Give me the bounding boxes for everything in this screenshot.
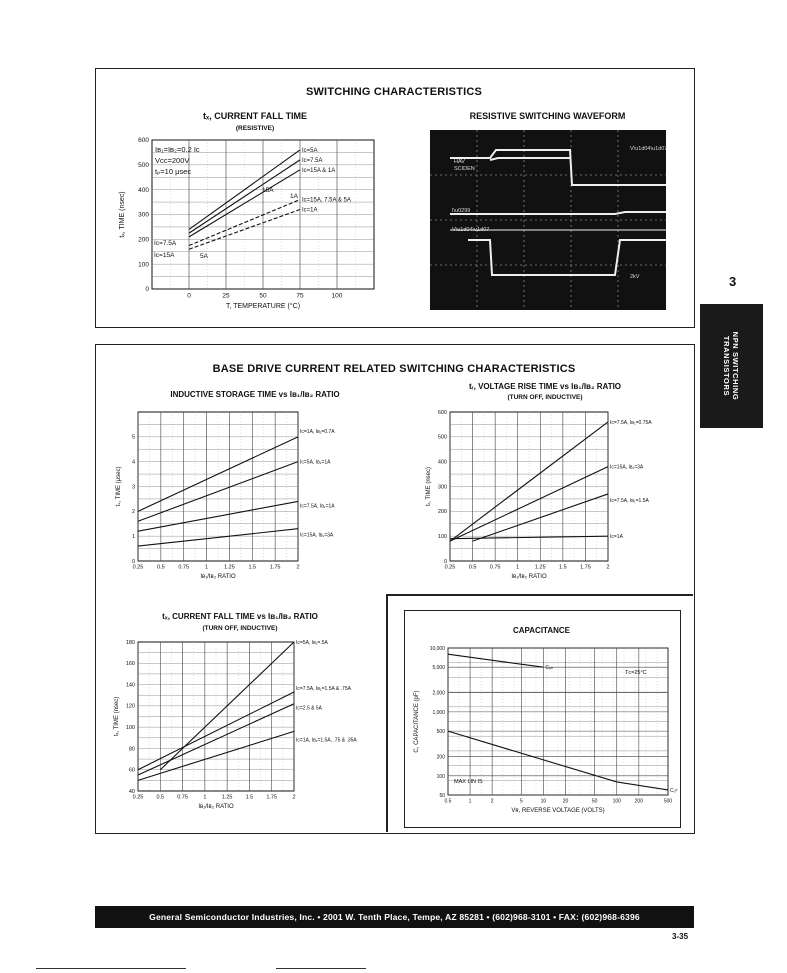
x-axis-label: Iʙ₁/Iʙ₂ RATIO [200, 574, 236, 580]
y-tick-label: 500 [138, 162, 149, 169]
series-label: Iᴄ=7.5A, Iʙ₁=1.5A & .75A [296, 686, 351, 693]
x-tick-label: 10 [540, 798, 547, 805]
y-tick-label: 10,000 [429, 646, 445, 652]
y-tick-label: 1,000 [432, 709, 445, 716]
y-tick-label: 5,000 [432, 665, 445, 672]
x-tick-label: 1.5 [248, 564, 257, 571]
y-tick-label: 500 [436, 729, 445, 736]
footer-contact-bar: General Semiconductor Industries, Inc. • 2001 W. Tenth Place, Tempe, AZ 85281 • (602)968-3101 • FAX: (602)968-6396 [95, 906, 694, 928]
x-tick-label: 0.75 [489, 564, 501, 571]
x-tick-label: 1 [516, 564, 520, 571]
y-tick-label: 0 [145, 286, 149, 294]
x-tick-label: 2 [490, 798, 494, 805]
series-line [138, 529, 298, 546]
y-tick-label: 50 [439, 793, 445, 799]
x-tick-label: 1.75 [269, 564, 281, 571]
x-tick-label: 0.75 [177, 794, 188, 801]
y-tick-label: 600 [437, 409, 447, 416]
x-tick-label: 500 [663, 798, 673, 805]
svg-text:SCIDEN: SCIDEN [454, 166, 475, 172]
y-tick-label: 2 [131, 509, 135, 516]
fall-time-ratio-title: tₓ, CURRENT FALL TIME vs Iʙ₁/Iʙ₂ RATIO [162, 612, 318, 621]
section-number: 3 [729, 274, 737, 289]
bottom-rule-left [36, 968, 186, 969]
rise-time-chart [420, 404, 670, 586]
cap-box-divider-vertical [386, 594, 388, 832]
switching-characteristics-title: SWITCHING CHARACTERISTICS [305, 86, 483, 98]
x-tick-label: 100 [331, 292, 343, 300]
y-tick-label: 80 [128, 746, 135, 753]
x-axis-label: Vʀ, REVERSE VOLTAGE (VOLTS) [511, 808, 605, 814]
annotation-text: MAX LIN IS [454, 779, 483, 785]
annotation-text: 1A [290, 193, 298, 200]
x-axis-label: T, TEMPERATURE (°C) [225, 303, 301, 310]
y-axis-label: tₛ, TIME (μsec) [116, 466, 122, 507]
bottom-rule-right [276, 968, 366, 969]
x-tick-label: 20 [562, 798, 569, 805]
series-label: Iᴄ=5A [302, 147, 318, 154]
y-tick-label: 3 [131, 484, 135, 491]
fall-time-ratio-chart [112, 634, 357, 816]
condition-text: Vᴄᴄ=200V [155, 156, 190, 165]
section-tab-line1: NPN SWITCHING [731, 331, 740, 401]
x-tick-label: 1.5 [245, 794, 254, 801]
cap-box-divider [386, 594, 693, 596]
y-tick-label: 60 [128, 767, 135, 774]
x-tick-label: 1.75 [580, 564, 591, 571]
y-tick-label: 180 [125, 639, 135, 646]
series-label: Iᴄ=2.5 & 5A [296, 705, 322, 712]
x-tick-label: 1.75 [266, 794, 278, 801]
y-tick-label: 0 [131, 558, 135, 565]
series-label: Iᴄ=1A, Iʙ₁=0.7A [300, 428, 335, 435]
annotation-text: Iᴄ=15A [154, 252, 175, 259]
section-tab-label [722, 332, 740, 401]
series-label: Iᴄ=7.5A [302, 157, 323, 164]
storage-time-chart [112, 404, 335, 586]
storage-time-title: INDUCTIVE STORAGE TIME vs Iʙ₁/Iʙ₂ RATIO [170, 390, 340, 399]
y-axis-label: tₓ, TIME (nsec) [119, 191, 126, 238]
y-tick-label: 100 [138, 261, 149, 269]
fall-time-chart-title: tₓ, CURRENT FALL TIME [202, 111, 308, 121]
y-tick-label: 500 [437, 434, 447, 441]
y-tick-label: 40 [128, 788, 135, 795]
y-tick-label: 400 [437, 459, 447, 466]
capacitance-title: CAPACITANCE [512, 626, 571, 635]
y-axis-label: C, CAPACITANCE (pF) [414, 690, 420, 753]
condition-text: Iʙ₁=Iʙ₂=0.2 Iᴄ [155, 145, 200, 154]
series-label: Iᴄ=15A & 1A [302, 167, 336, 174]
svg-text:HAV: HAV [454, 159, 465, 165]
y-tick-label: 300 [437, 484, 447, 491]
series-label: Cₑₙ [545, 665, 553, 672]
fall-time-chart-subtitle: (RESISTIVE) [235, 125, 275, 132]
rise-time-title: tᵣ, VOLTAGE RISE TIME vs Iʙ₁/Iʙ₂ RATIO [468, 382, 622, 391]
x-tick-label: 1.25 [224, 564, 235, 571]
series-label: Iᴄ=7.5A, Iʙ₁=0.75A [610, 419, 652, 426]
section-tab-line2: TRANSISTORS [722, 335, 731, 397]
page-number: 3-35 [672, 932, 689, 941]
svg-text:I\u0299: I\u0299 [452, 208, 471, 214]
x-tick-label: 75 [296, 292, 304, 300]
x-tick-label: 2 [606, 564, 610, 571]
y-tick-label: 200 [436, 754, 445, 761]
x-tick-label: 0.5 [468, 564, 477, 571]
y-tick-label: 100 [125, 724, 135, 731]
x-tick-label: 0.5 [444, 798, 452, 805]
series-label: Iᴄ=1A, Iʙ₁=1.5A, .75 & .35A [296, 737, 357, 744]
y-axis-label: tᵣ, TIME (nsec) [426, 467, 432, 506]
annotation-text: 15A [262, 187, 274, 194]
series-label: Cₒᵇ [670, 787, 678, 794]
y-tick-label: 120 [125, 703, 135, 710]
y-tick-label: 200 [138, 236, 149, 244]
annotation-text: 5A [200, 253, 208, 260]
y-tick-label: 1 [131, 534, 135, 540]
x-tick-label: 1.25 [221, 794, 233, 801]
y-tick-label: 4 [131, 459, 135, 466]
series-line [138, 692, 294, 770]
x-tick-label: 1 [203, 794, 207, 801]
x-tick-label: 50 [591, 798, 598, 805]
x-tick-label: 25 [222, 292, 230, 300]
y-tick-label: 160 [125, 661, 135, 668]
y-tick-label: 2,000 [432, 690, 445, 697]
series-label: Iᴄ=15A, Iʙ₁=3A [300, 532, 334, 539]
y-tick-label: 100 [436, 773, 445, 780]
series-label: Iᴄ=7.5A, Iʙ₁=1.5A [610, 497, 649, 504]
x-tick-label: 0 [187, 292, 191, 300]
fall-time-ratio-subtitle: (TURN OFF, INDUCTIVE) [202, 625, 278, 632]
condition-text: tₚ=10 μsec [155, 167, 192, 176]
x-axis-label: Iʙ₁/Iʙ₂ RATIO [511, 574, 547, 580]
waveform-title: RESISTIVE SWITCHING WAVEFORM [469, 111, 626, 121]
x-tick-label: 0.5 [156, 794, 165, 801]
x-tick-label: 50 [259, 292, 267, 300]
x-tick-label: 5 [519, 798, 523, 805]
y-tick-label: 400 [138, 186, 149, 194]
x-tick-label: 0.25 [132, 564, 144, 571]
x-tick-label: 100 [612, 798, 621, 805]
y-tick-label: 200 [437, 509, 447, 516]
series-label: Iᴄ=5A, Iʙ₁=.5A [296, 640, 328, 646]
series-label: Iᴄ=15A, 7.5A & 5A [302, 197, 351, 204]
y-tick-label: 0 [443, 558, 447, 565]
x-tick-label: 200 [634, 798, 643, 805]
annotation-text: Tᴄ=25°C [625, 670, 647, 676]
y-axis-label: tₓ, TIME (nsec) [114, 696, 120, 737]
x-tick-label: 0.25 [444, 564, 456, 571]
svg-text:V\u1d04\u1d07: V\u1d04\u1d07 [630, 146, 668, 152]
x-tick-label: 1 [205, 564, 209, 571]
x-tick-label: 1 [468, 798, 472, 805]
capacitance-chart [410, 640, 678, 824]
base-drive-title: BASE DRIVE CURRENT RELATED SWITCHING CHARACTERISTICS [212, 363, 576, 375]
y-tick-label: 600 [138, 137, 149, 145]
series-label: Iᴄ=1A [302, 207, 318, 214]
series-line [448, 654, 543, 667]
x-tick-label: 0.25 [132, 794, 144, 801]
series-label: Iᴄ=1A [610, 534, 623, 541]
y-tick-label: 100 [437, 534, 447, 540]
rise-time-subtitle: (TURN OFF, INDUCTIVE) [507, 394, 583, 401]
x-tick-label: 2 [296, 564, 300, 571]
svg-text:2kV: 2kV [630, 274, 640, 280]
x-tick-label: 0.75 [178, 564, 190, 571]
annotation-text: Iᴄ=7.5A [154, 240, 177, 247]
x-tick-label: 1.5 [559, 564, 567, 571]
x-tick-label: 1.25 [534, 564, 546, 571]
series-line [138, 462, 298, 522]
x-axis-label: Iʙ₁/Iʙ₂ RATIO [198, 804, 234, 810]
y-tick-label: 5 [131, 434, 135, 441]
series-label: Iᴄ=5A, Iʙ₁=1A [300, 459, 331, 466]
svg-text:V\u1d04\u1d07: V\u1d04\u1d07 [452, 227, 490, 233]
x-tick-label: 0.5 [157, 564, 165, 571]
x-tick-label: 2 [292, 794, 296, 801]
y-tick-label: 300 [138, 211, 149, 219]
series-label: Iᴄ=7.5A, Iʙ₁=1A [300, 503, 335, 510]
y-tick-label: 140 [125, 682, 135, 689]
series-label: Iᴄ=15A, Iʙ₁=3A [610, 464, 644, 471]
fall-time-temperature-chart [112, 132, 382, 322]
resistive-switching-waveform-photo [430, 130, 666, 310]
